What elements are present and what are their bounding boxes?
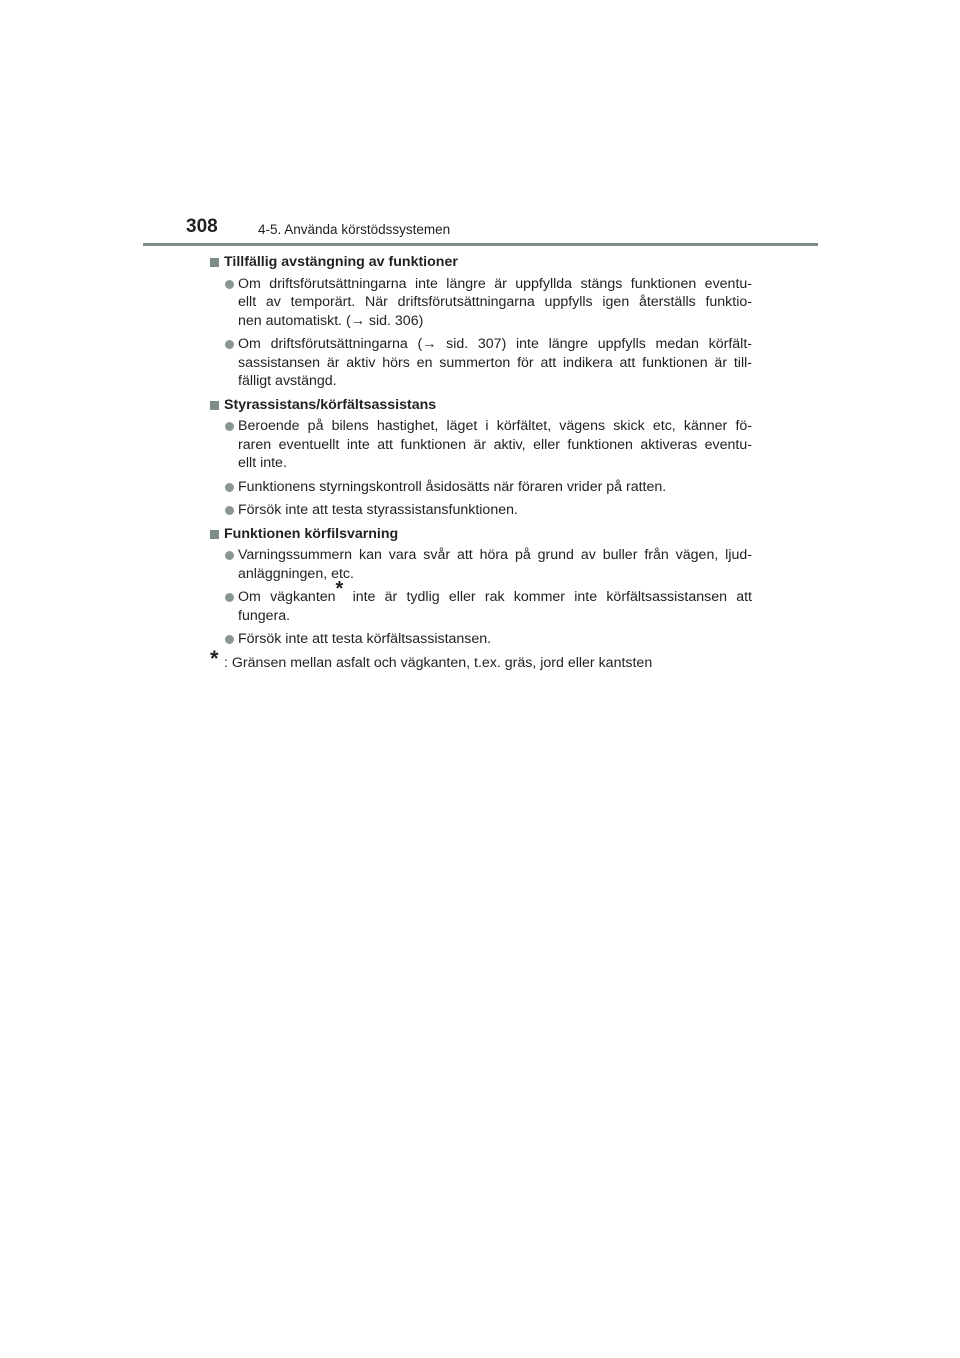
section-heading: Tillfällig avstängning av funktioner <box>210 253 752 272</box>
round-bullet-icon <box>225 551 234 560</box>
footnote <box>210 645 752 673</box>
list-item: Om driftsförutsättningarna (→ sid. 307) inte längre uppfylls medan körfält- sassistansen är aktiv hörs en summerton för att indikera att funktionen är till- fälligt avstängd. <box>210 335 752 391</box>
round-bullet-icon <box>225 506 234 515</box>
chapter-title: 4-5. Använda körstödssystemen <box>258 222 451 237</box>
list-item: Varningssummern kan vara svår att höra på grund av buller från vägen, ljud- anläggningen, etc. <box>210 546 752 583</box>
list-item: Försök inte att testa styrassistansfunktionen. <box>210 501 752 520</box>
round-bullet-icon <box>225 422 234 431</box>
section-lane-departure-warning <box>210 525 752 649</box>
section-heading: Styrassistans/körfältsassistans <box>210 396 752 415</box>
round-bullet-icon <box>225 593 234 602</box>
footnote-marker: * <box>335 578 344 600</box>
round-bullet-icon <box>225 340 234 349</box>
section-steering-assist <box>210 396 752 520</box>
list-item: Funktionens styrningskontroll åsidosätts när föraren vrider på ratten. <box>210 478 752 497</box>
list-item: Om vägkanten* inte är tydlig eller rak kommer inte körfältsassistansen att fungera. <box>210 588 752 625</box>
footnote-text: : Gränsen mellan asfalt och vägkanten, t.ex. gräs, jord eller kantsten <box>224 654 653 671</box>
list-item: Försök inte att testa körfältsassistansen. <box>210 630 752 649</box>
page-number: 308 <box>186 216 218 237</box>
section-temporary-deactivation <box>210 253 752 391</box>
section-heading: Funktionen körfilsvarning <box>210 525 752 544</box>
round-bullet-icon <box>225 280 234 289</box>
round-bullet-icon <box>225 483 234 492</box>
footnote-star: * <box>210 645 219 671</box>
square-bullet-icon <box>210 258 219 267</box>
list-item: Beroende på bilens hastighet, läget i körfältet, vägens skick etc, känner fö- raren eventuellt inte att funktionen är aktiv, eller funktionen aktiveras eventu- ellt inte. <box>210 417 752 473</box>
page-content <box>210 253 752 672</box>
square-bullet-icon <box>210 530 219 539</box>
header-rule <box>143 243 818 246</box>
square-bullet-icon <box>210 401 219 410</box>
list-item: Om driftsförutsättningarna inte längre är uppfyllda stängs funktionen eventu- ellt av temporärt. När driftsförutsättningarna uppfylls igen återställs funktio- nen automatiskt. (→ sid. 306) <box>210 275 752 331</box>
round-bullet-icon <box>225 635 234 644</box>
